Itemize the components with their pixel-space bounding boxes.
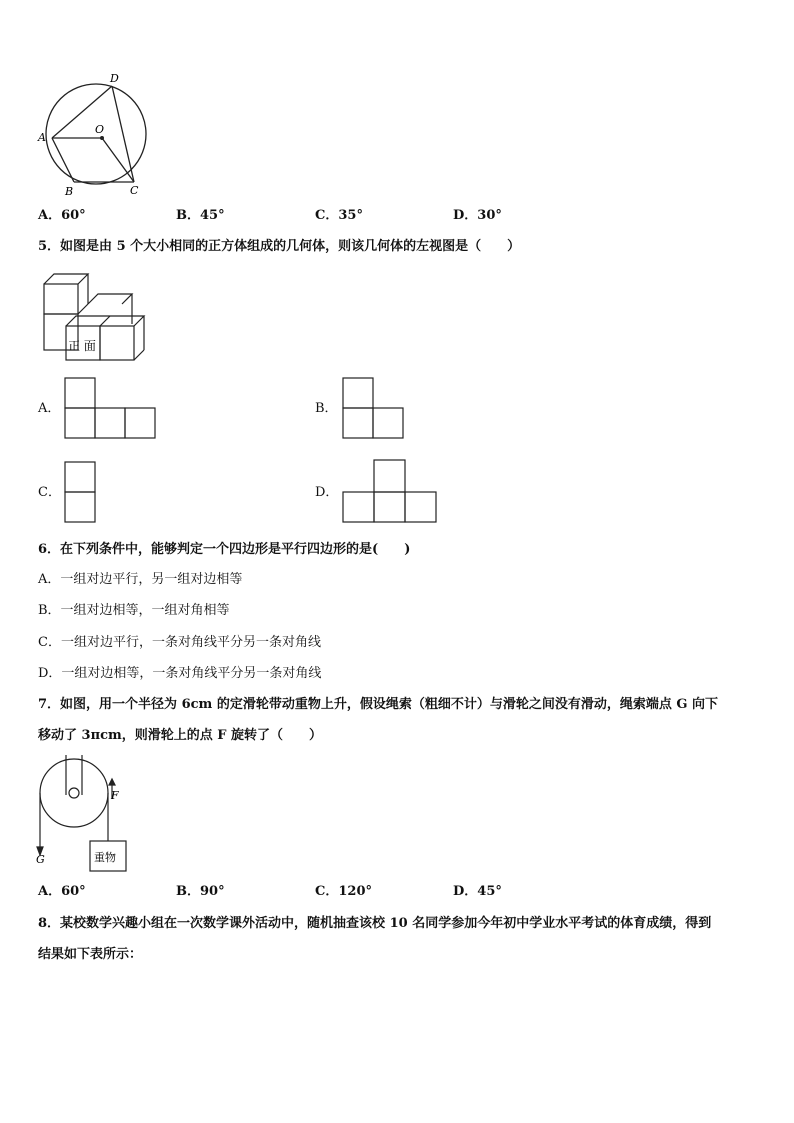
q5-solid-figure [40,268,170,363]
q4-label-D: D [110,72,119,85]
q7-option-d: D．45° [453,884,502,899]
q8-stem-line1: 8．某校数学兴趣小组在一次数学课外活动中，随机抽查该校 10 名同学参加今年初中学业水平考试的体育成绩，得到 [38,916,712,931]
q7-stem-line2: 移动了 3πcm，则滑轮上的点 F 旋转了（ ） [38,728,323,743]
q5-option-d-label: D． [315,485,339,500]
q4-label-B: B [65,185,74,198]
q4-label-C: C [130,184,139,197]
q7-pulley-figure [36,755,136,875]
q6-option-d: D．一组对边相等，一条对角线平分另一条对角线 [38,666,322,681]
q7-label-G: G [36,853,45,866]
q5-option-a-label: A． [38,401,61,416]
q5-option-a-figure [64,376,159,440]
q7-option-b: B．90° [176,884,225,899]
q4-option-d: D．30° [453,208,502,223]
q5-option-b-label: B． [315,401,338,416]
q5-option-c-figure [64,460,100,524]
q5-option-c-label: C． [38,485,61,500]
q4-option-b: B．45° [176,208,225,223]
q4-label-O: O [95,123,105,136]
q8-stem-line2: 结果如下表所示： [38,947,143,962]
q4-option-a: A．60° [38,208,86,223]
q7-stem-line1: 7．如图，用一个半径为 6cm 的定滑轮带动重物上升，假设绳索（粗细不计）与滑轮之间没有滑动，绳索端点 G 向下 [38,697,718,712]
q6-option-c: C．一组对边平行，一条对角线平分另一条对角线 [38,635,321,650]
q6-option-a: A．一组对边平行，另一组对边相等 [38,572,243,587]
q4-label-A: A [38,131,46,144]
q5-stem: 5．如图是由 5 个大小相同的正方体组成的几何体，则该几何体的左视图是（ ） [38,239,521,254]
q7-option-a: A．60° [38,884,86,899]
q7-option-c: C．120° [315,884,372,899]
q7-label-F: F [111,789,119,802]
q4-option-c: C．35° [315,208,363,223]
q7-weight-label: 重物 [94,851,116,864]
q5-option-d-figure [342,458,440,524]
q6-option-b: B．一组对边相等，一组对角相等 [38,603,230,618]
q4-circle-figure [38,72,168,202]
q5-front-label: 正 面 [68,339,96,353]
q5-option-b-figure [342,376,408,440]
q6-stem: 6．在下列条件中，能够判定一个四边形是平行四边形的是( ) [38,542,411,557]
